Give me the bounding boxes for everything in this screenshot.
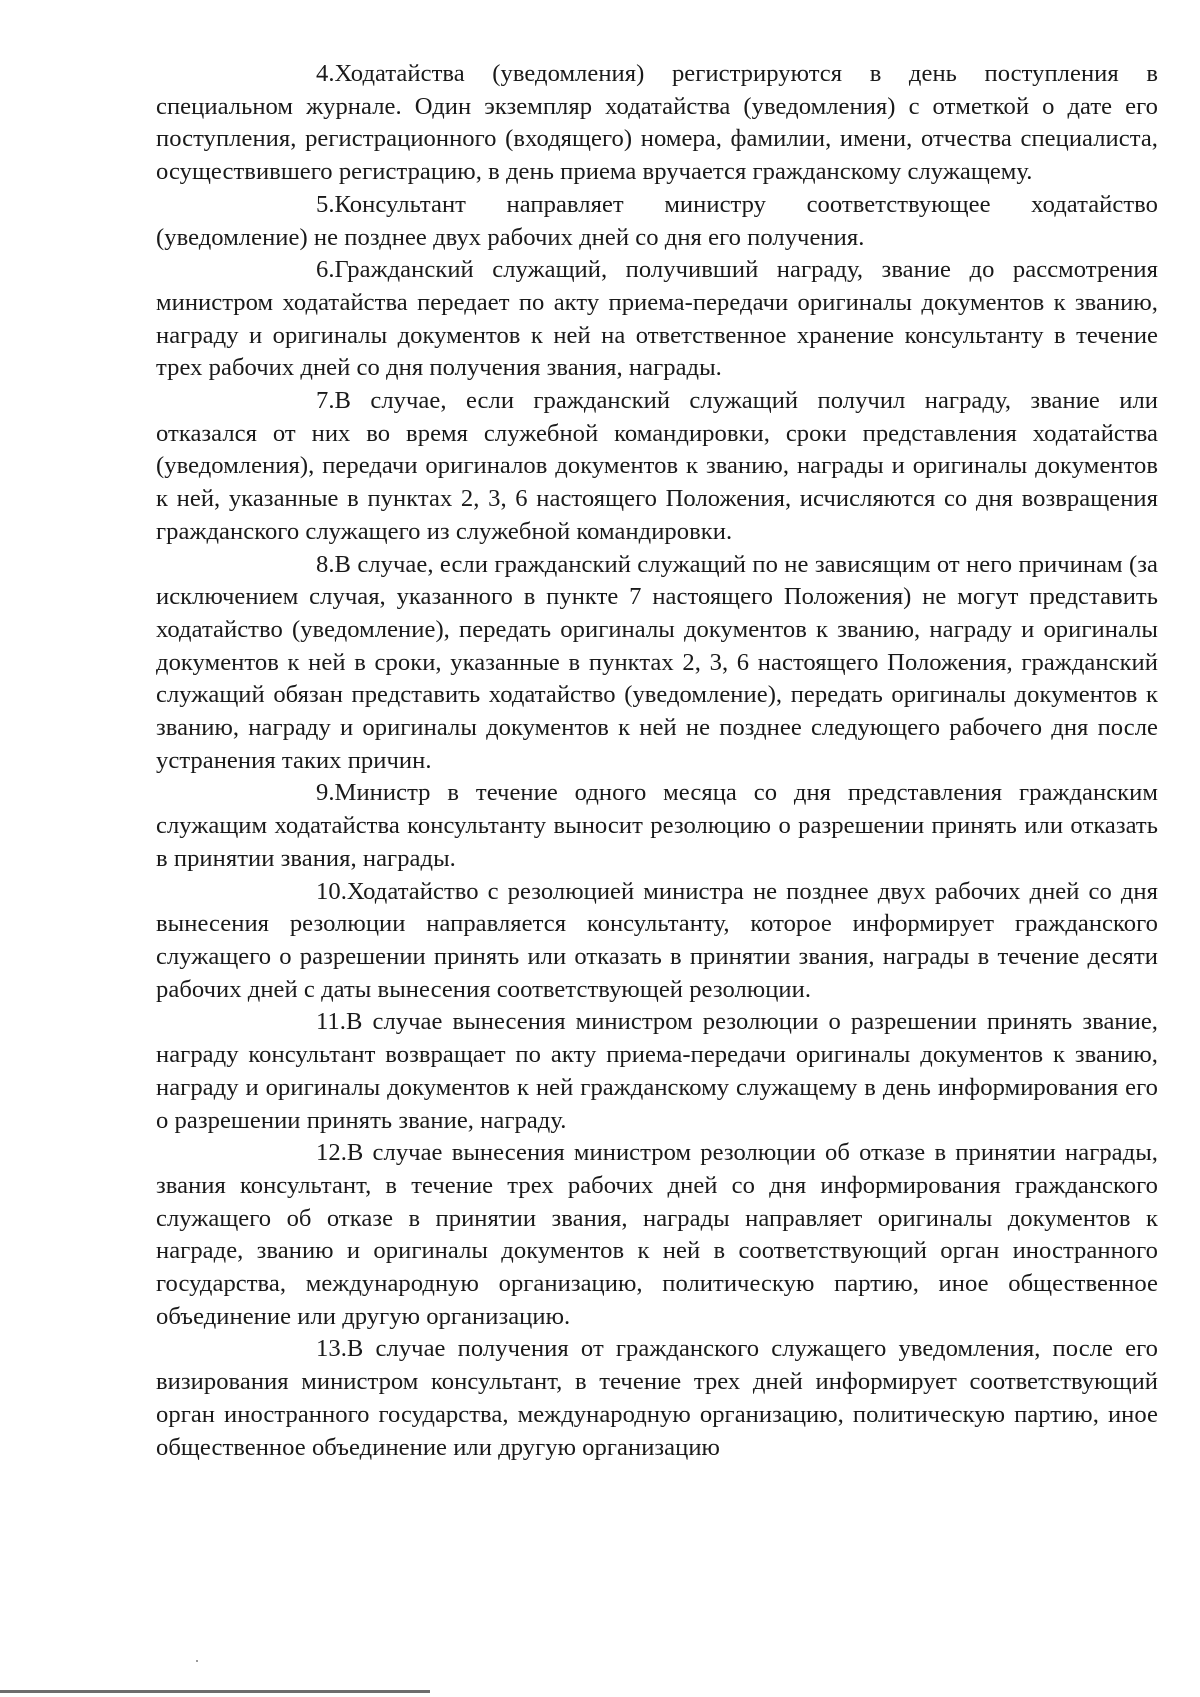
paragraph-13: [156, 1333, 1158, 1464]
paragraph-number: 6.: [316, 256, 335, 284]
paragraph-9: [156, 777, 1158, 875]
paragraph-5: [156, 189, 1158, 254]
paragraph-6: [156, 254, 1158, 385]
paragraph-text: Министр в течение одного месяца со дня представления гражданским служащим ходатайства консультанту выносит резолюцию о разрешении принять или отказать в принятии звания, награды.: [156, 779, 1158, 872]
paragraph-text: В случае вынесения министром резолюции об отказе в принятии награды, звания консультант, в течение трех рабочих дней со дня информирования гражданского служащего об отказе в принятии звания, награды направляет оригиналы документов к награде, званию и оригиналы документов к ней в соответствующий орган иностранного государства, международную организацию, политическую партию, иное общественное объединение или другую организацию.: [156, 1139, 1158, 1330]
paragraph-text: Ходатайство с резолюцией министра не позднее двух рабочих дней со дня вынесения резолюции направляется консультанту, которое информирует гражданского служащего о разрешении принять или отказать в принятии звания, награды в течение десяти рабочих дней с даты вынесения соответствующей резолюции.: [156, 877, 1158, 1003]
paragraph-text: В случае, если гражданский служащий по не зависящим от него причинам (за исключением случая, указанного в пункте 7 настоящего Положения) не могут представить ходатайство (уведомление), передать оригиналы документов к званию, награду и оригиналы документов к ней в сроки, указанные в пунктах 2, 3, 6 настоящего Положения, гражданский служащий обязан представить ходатайство (уведомление), передать оригиналы документов к званию, награду и оригиналы документов к ней не позднее следующего рабочего дня после устранения таких причин.: [156, 550, 1158, 774]
paragraph-8: [156, 549, 1158, 778]
paragraph-7: [156, 385, 1158, 549]
paragraph-text: В случае получения от гражданского служащего уведомления, после его визирования министром консультант, в течение трех дней информирует соответствующий орган иностранного государства, международную организацию, политическую партию, иное общественное объединение или другую организацию: [156, 1335, 1158, 1461]
paragraph-text: Ходатайства (уведомления) регистрируются в день поступления в специальном журнале. Один экземпляр ходатайства (уведомления) с отметкой о дате его поступления, регистрационного (входящего) номера, фамилии, имени, отчества специалиста, осуществившего регистрацию, в день приема вручается гражданскому служащему.: [156, 60, 1158, 186]
paragraph-text: В случае вынесения министром резолюции о разрешении принять звание, награду консультант возвращает по акту приема-передачи оригиналы документов к званию, награду и оригиналы документов к ней гражданскому служащему в день информирования его о разрешении принять звание, награду.: [156, 1008, 1158, 1134]
scan-artifact-dot: [196, 1660, 198, 1662]
paragraph-number: 13.: [316, 1335, 347, 1363]
paragraph-4: [156, 58, 1158, 189]
paragraph-number: 5.: [316, 190, 335, 218]
paragraph-number: 11.: [316, 1008, 346, 1036]
paragraph-number: 10.: [316, 877, 347, 905]
paragraph-number: 4.: [316, 60, 335, 87]
paragraph-text: Гражданский служащий, получивший награду, звание до рассмотрения министром ходатайства передает по акту приема-передачи оригиналы документов к званию, награду и оригиналы документов к ней на ответственное хранение консультанту в течение трех рабочих дней со дня получения звания, награды.: [156, 256, 1158, 382]
scan-artifact-line: [0, 1690, 430, 1693]
paragraph-number: 7.: [316, 387, 335, 415]
paragraph-number: 9.: [316, 779, 335, 807]
paragraph-11: [156, 1006, 1158, 1137]
document-body: [156, 58, 1158, 1464]
paragraph-text: В случае, если гражданский служащий получил награду, звание или отказался от них во время служебной командировки, сроки представления ходатайства (уведомления), передачи оригиналов документов к званию, награды и оригиналы документов к ней, указанные в пунктах 2, 3, 6 настоящего Положения, исчисляются со дня возвращения гражданского служащего из служебной командировки.: [156, 387, 1158, 545]
paragraph-10: [156, 876, 1158, 1007]
paragraph-12: [156, 1137, 1158, 1333]
paragraph-number: 8.: [316, 550, 335, 578]
paragraph-number: 12.: [316, 1139, 347, 1167]
paragraph-text: Консультант направляет министру соответствующее ходатайство (уведомление) не позднее двух рабочих дней со дня его получения.: [156, 190, 1158, 251]
